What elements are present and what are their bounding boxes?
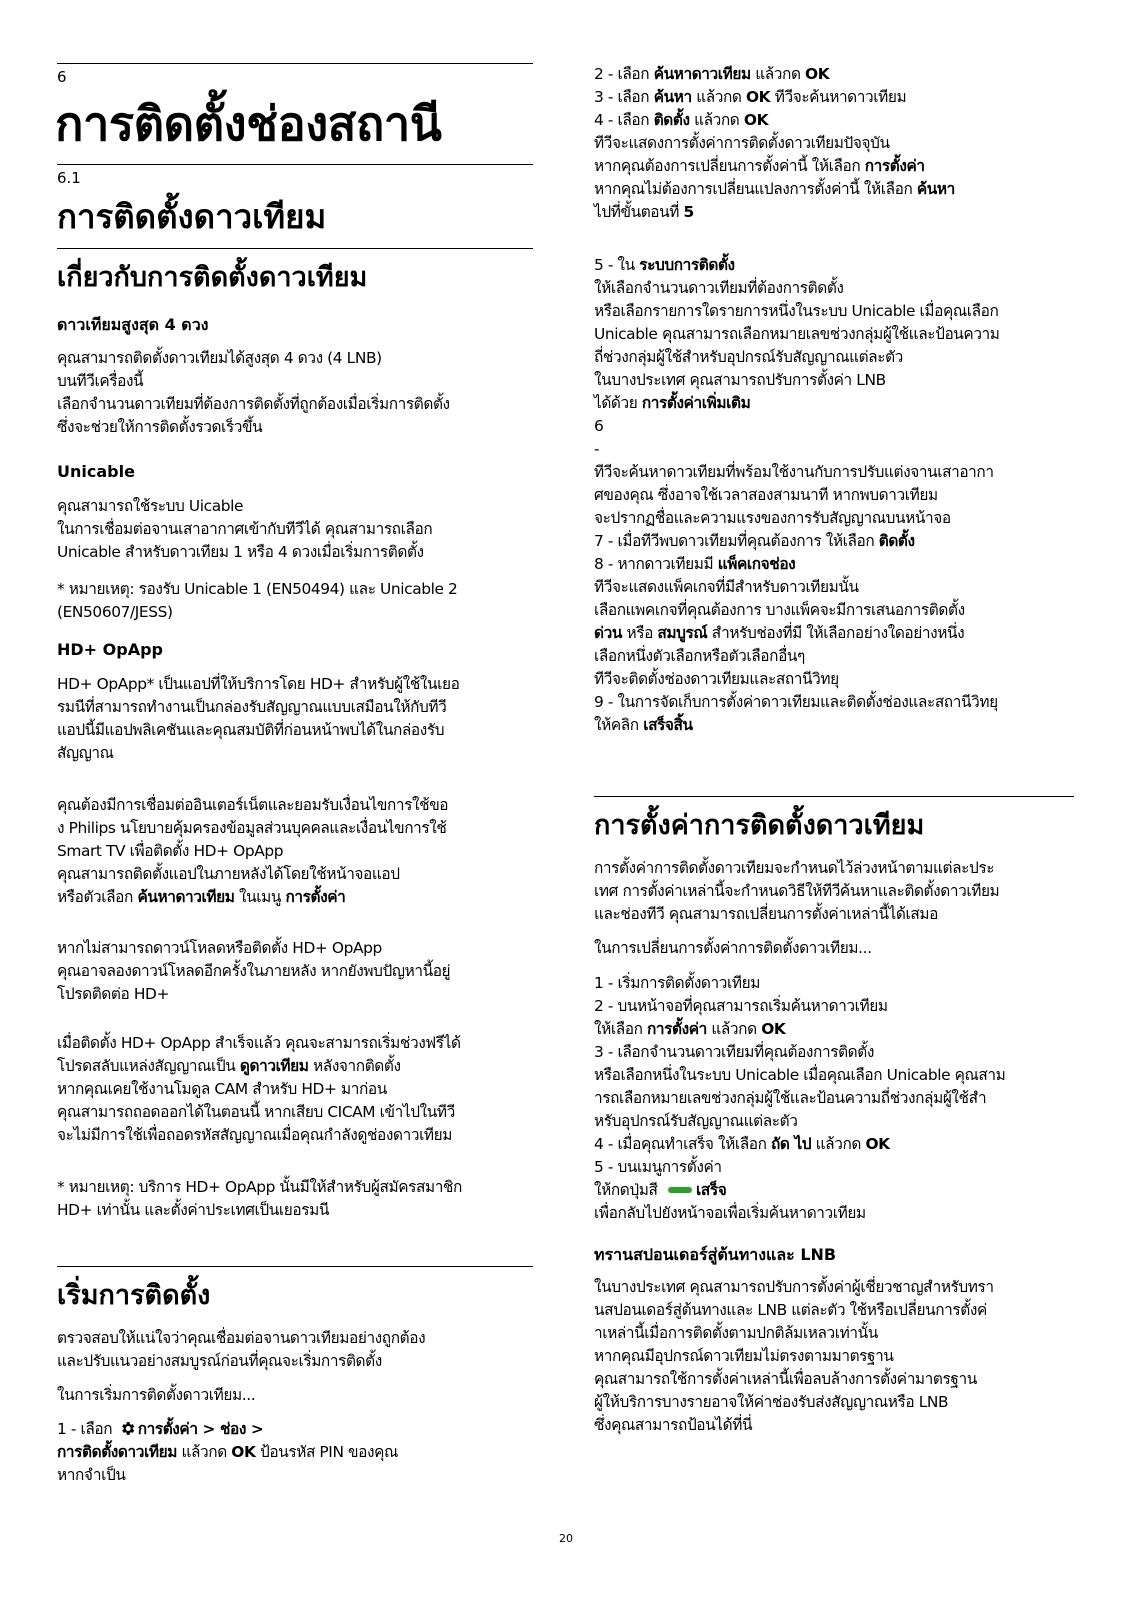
hd-opapp-para4: เมื่อติดตั้ง HD+ OpApp สำเร็จแล้ว คุณจะสามารถเริ่มช่วงฟรีได้ โปรดสลับแหล่งสัญญาณเป็น ดูดาวเทียม หลังจากติดตั้ง หากคุณเคยใช้งานโมดูล CAM สำหรับ HD+ มาก่อน คุณสามารถถอดออกได้ในตอนนี้ หากเสียบ CICAM เข้าไปในทีวี จะไม่มีการใช้เพื่อถอดรหัสสัญญาณเมื่อคุณกำลังดูช่องดาวเทียม (57, 1034, 461, 1144)
chapter-rule (57, 63, 533, 64)
unicable-note: * หมายเหตุ: รองรับ Unicable 1 (EN50494) และ Unicable 2 (EN50607/JESS) (57, 580, 458, 621)
section-number: 6.1 (57, 169, 81, 187)
settings-steps: 1 - เริ่มการติดตั้งดาวเทียม 2 - บนหน้าจอที่คุณสามารถเริ่มค้นหาดาวเทียม ให้เลือก การตั้งค่า แล้วกด OK 3 - เลือกจำนวนดาวเทียมที่คุณต้องการติดตั้ง หรือเลือกหนึ่งในระบบ Unicable เมื่อคุณเลือก Unicable คุณสาม ารถเลือกหมายเลขช่วงกลุ่มผู้ใช้และป้อนความถี่ช่วงกลุ่มผู้ใช้สำ หรับอุปกรณ์รับสัญญาณแต่ละตัว 4 - เมื่อคุณทำเสร็จ ให้เลือก ถัด ไป แล้วกด OK 5 - บนเมนูการตั้งค่า ให้กดปุ่มสี เสร็จ เพื่อกลับไปยังหน้าจอเพื่อเริ่มค้นหาดาวเทียม (594, 974, 1006, 1222)
chapter-title: การติดตั้งช่องสถานี (55, 97, 442, 152)
green-key-icon (668, 1187, 692, 1193)
section-rule (57, 164, 533, 165)
start-steps-continued: 2 - เลือก ค้นหาดาวเทียม แล้วกด OK 3 - เลือก ค้นหา แล้วกด OK ทีวีจะค้นหาดาวเทียม 4 - เลือก ติดตั้ง แล้วกด OK ทีวีจะแสดงการตั้งค่าการติดตั้งดาวเทียมปัจจุบัน หากคุณต้องการเปลี่ยนการตั้งค่านี้ ให้เลือก การตั้งค่า หากคุณไม่ต้องการเปลี่ยนแปลงการตั้งค่านี้ ให้เลือก ค้นหา ไปที่ขั้นตอนที่ 5 (594, 65, 955, 221)
about-rule (57, 248, 533, 249)
hd-opapp-note: * หมายเหตุ: บริการ HD+ OpApp นั้นมีให้สำหรับผู้สมัครสมาชิก HD+ เท่านั้น และตั้งค่าประเทศเป็นเยอรมนี (57, 1178, 462, 1219)
max-sat-text: คุณสามารถติดตั้งดาวเทียมได้สูงสุด 4 ดวง (4 LNB) บนทีวีเครื่องนี้ เลือกจำนวนดาวเทียมที่ต้องการติดตั้งที่ถูกต้องเมื่อเริ่มการติดตั้ง ซึ่งจะช่วยให้การติดตั้งรวดเร็วขึ้น (57, 349, 450, 436)
start-step1: 1 - เลือก การตั้งค่า > ช่อง > การติดตั้งดาวเทียม แล้วกด OK ป้อนรหัส PIN ของคุณ หากจำเป็น (57, 1420, 398, 1484)
settings-rule (594, 796, 1074, 797)
hd-opapp-para2: คุณต้องมีการเชื่อมต่ออินเตอร์เน็ตและยอมรับเงื่อนไขการใช้ขอ ง Philips นโยบายคุ้มครองข้อมูลส่วนบุคคลและเงื่อนไขการใช้ Smart TV เพื่อติดตั้ง HD+ OpApp คุณสามารถติดตั้งแอปในภายหลังได้โดยใช้หน้าจอแอป หรือตัวเลือก ค้นหาดาวเทียม ในเมนู การตั้งค่า (57, 796, 449, 906)
unicable-heading: Unicable (57, 462, 135, 481)
settings-intro: การตั้งค่าการติดตั้งดาวเทียมจะกำหนดไว้ล่วงหน้าตามแต่ละประ เทศ การตั้งค่าเหล่านี้จะกำหนดวิธีให้ทีวีค้นหาและติดตั้งดาวเทียม และช่องทีวี คุณสามารถเปลี่ยนการตั้งค่าเหล่านี้ได้เสมอ (594, 859, 1000, 923)
start-intro: ตรวจสอบให้แน่ใจว่าคุณเชื่อมต่อจานดาวเทียมอย่างถูกต้อง และปรับแนวอย่างสมบูรณ์ก่อนที่คุณจะเริ่มการติดตั้ง (57, 1329, 426, 1370)
start-step5: 5 - ใน ระบบการติดตั้ง ให้เลือกจำนวนดาวเทียมที่ต้องการติดตั้ง หรือเลือกรายการใดรายการหนึ่งในระบบ Unicable เมื่อคุณเลือก Unicable คุณสามารถเลือกหมายเลขช่วงกลุ่มผู้ใช้และป้อนความ ถี่ช่วงกลุ่มผู้ใช้สำหรับอุปกรณ์รับสัญญาณแต่ละตัว ในบางประเทศ คุณสามารถปรับการตั้งค่า LNB ได้ด้วย การตั้งค่าเพิ่มเติม 6 - ทีวีจะค้นหาดาวเทียมที่พร้อมใช้งานกับการปรับแต่งจานเสาอากา ศของคุณ ซึ่งอาจใช้เวลาสองสามนาที หากพบดาวเทียม จะปรากฏชื่อและความแรงของการรับสัญญาณบนหน้าจอ 7 - เมื่อทีวีพบดาวเทียมที่คุณต้องการ ให้เลือก ติดตั้ง 8 - หากดาวเทียมมี แพ็คเกจช่อง ทีวีจะแสดงแพ็คเกจที่มีสำหรับดาวเทียมนั้น เลือกแพคเกจที่คุณต้องการ บางแพ็คจะมีการเสนอการติดตั้ง ด่วน หรือ สมบูรณ์ สำหรับช่องที่มี ให้เลือกอย่างใดอย่างหนึ่ง เลือกหนึ่งตัวเลือกหรือตัวเลือกอื่นๆ ทีวีจะติดตั้งช่องดาวเทียมและสถานีวิทยุ 9 - ในการจัดเก็บการตั้งค่าดาวเทียมและติดตั้งช่องและสถานีวิทยุ ให้คลิก เสร็จสิ้น (594, 256, 1000, 734)
max-sat-heading: ดาวเทียมสูงสุด 4 ดวง (57, 315, 209, 334)
hd-opapp-para1: HD+ OpApp* เป็นแอปที่ให้บริการโดย HD+ สำหรับผู้ใช้ในเยอ รมนีที่สามารถทำงานเป็นกล่องรับสัญญาณแบบเสมือนให้กับทีวี แอปนี้มีแอปพลิเคชันและคุณสมบัติที่ก่อนหน้าพบได้ในกล่องรับ สัญญาณ (57, 675, 460, 762)
unicable-text: คุณสามารถใช้ระบบ Uicable ในการเชื่อมต่อจานเสาอากาศเข้ากับทีวีได้ คุณสามารถเลือก Unicable สำหรับดาวเทียม 1 หรือ 4 ดวงเมื่อเริ่มการติดตั้ง (57, 497, 433, 561)
transponder-heading: ทรานสปอนเดอร์สู่ต้นทางและ LNB (594, 1245, 837, 1264)
start-lead: ในการเริ่มการติดตั้งดาวเทียม... (57, 1386, 256, 1404)
hd-opapp-heading: HD+ OpApp (57, 640, 163, 659)
gear-icon (119, 1420, 136, 1437)
page-number: 20 (559, 1532, 573, 1545)
hd-opapp-para3: หากไม่สามารถดาวน์โหลดหรือติดตั้ง HD+ OpApp คุณอาจลองดาวน์โหลดอีกครั้งในภายหลัง หากยังพบปัญหานี้อยู่ โปรดติดต่อ HD+ (57, 939, 451, 1003)
settings-lead: ในการเปลี่ยนการตั้งค่าการติดตั้งดาวเทียม... (594, 939, 872, 957)
about-heading: เกี่ยวกับการติดตั้งดาวเทียม (57, 262, 368, 293)
start-heading: เริ่มการติดตั้ง (57, 1280, 211, 1311)
chapter-number: 6 (57, 68, 67, 86)
transponder-text: ในบางประเทศ คุณสามารถปรับการตั้งค่าผู้เชี่ยวชาญสำหรับทรา นสปอนเดอร์สู่ต้นทางและ LNB แต่ละตัว ใช้หรือเปลี่ยนการตั้งค่ าเหล่านี้เมื่อการติดตั้งตามปกติล้มเหลวเท่านั้น หากคุณมีอุปกรณ์ดาวเทียมไม่ตรงตามมาตรฐาน คุณสามารถใช้การตั้งค่าเหล่านี้เพื่อลบล้างการตั้งค่ามาตรฐาน ผู้ให้บริการบางรายอาจให้ค่าช่องรับส่งสัญญาณหรือ LNB ซึ่งคุณสามารถป้อนได้ที่นี่ (594, 1278, 994, 1434)
section-title: การติดตั้งดาวเทียม (57, 197, 327, 236)
start-rule (57, 1266, 533, 1267)
settings-heading: การตั้งค่าการติดตั้งดาวเทียม (594, 810, 925, 841)
